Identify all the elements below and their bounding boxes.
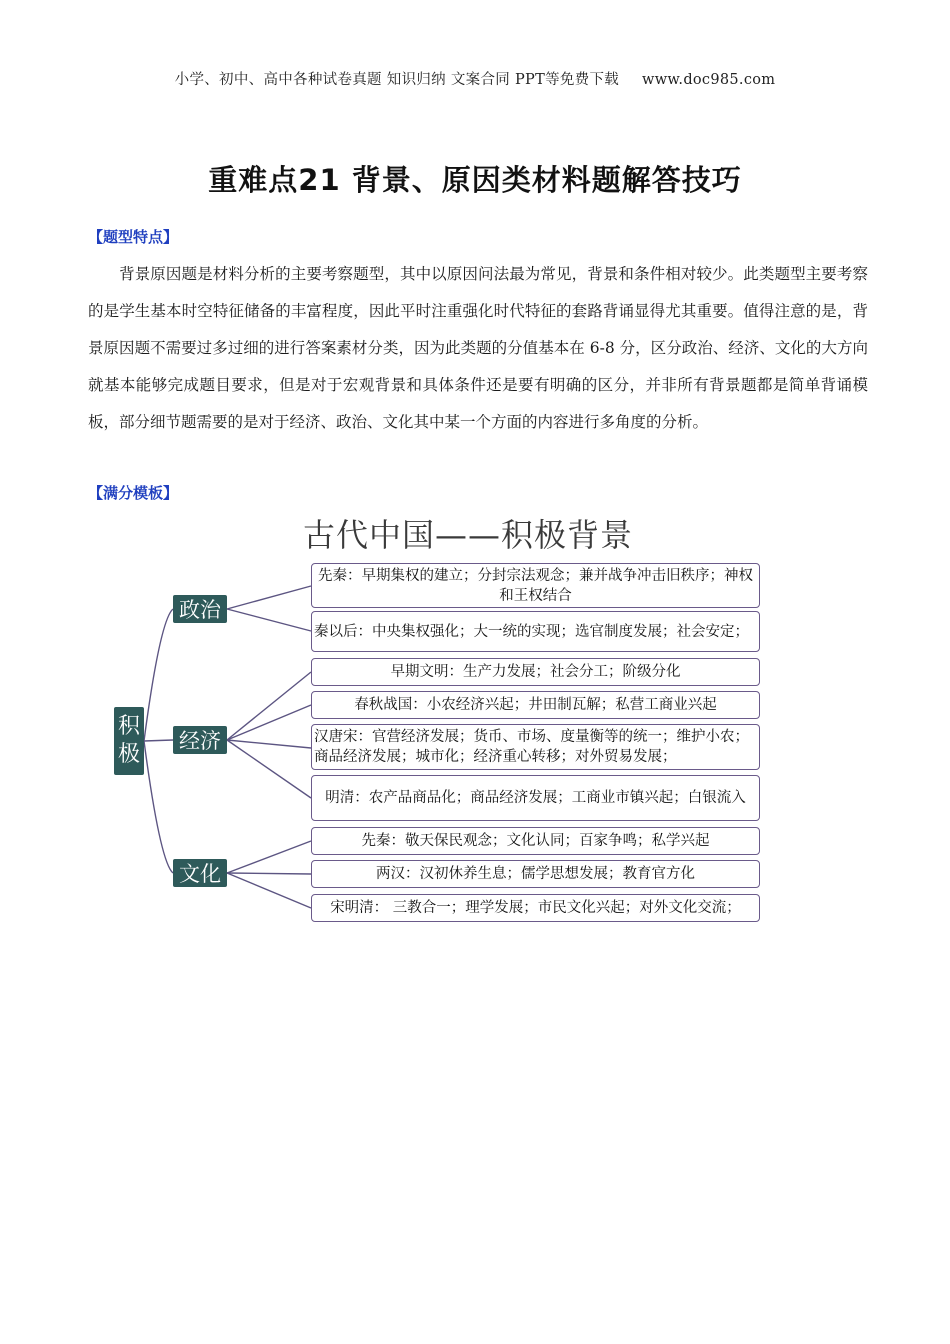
connector-politics-1 xyxy=(227,586,311,609)
leaf-economy-1-text: 早期文明：生产力发展；社会分工；阶级分化 xyxy=(390,664,681,680)
branch-culture: 文化 xyxy=(173,859,227,887)
mindmap-root-node xyxy=(114,707,144,775)
leaf-culture-1-text: 先秦：敬天保民观念；文化认同；百家争鸣；私学兴起 xyxy=(361,833,710,849)
connector-politics-2 xyxy=(227,609,311,631)
connector-economy-4 xyxy=(227,740,311,798)
leaf-politics-1-text: 先秦：早期集权的建立；分封宗法观念；兼并战争冲击旧秩序；神权和王权结合 xyxy=(318,567,753,604)
leaf-economy-3-text: 汉唐宋：官营经济发展；货币、市场、度量衡等的统一；维护小农；商品经济发展；城市化；经济重心转移；对外贸易发展； xyxy=(314,729,749,765)
features-paragraph-text: 背景原因题是材料分析的主要考察题型，其中以原因问法最为常见，背景和条件相对较少。此类题型主要考察的是学生基本时空特征储备的丰富程度，因此平时注重强化时代特征的套路背诵显得尤其重要。值得注意的是，背景原因题不需要过多过细的进行答案素材分类，因为此类题的分值基本在 6-8 分，区分政治、经济、文化的大方向就基本能够完成题目要求，但是对于宏观背景和具体条件还是要有明确的区分，并非所有背景题都是简单背诵模板，部分细节题需要的是对于经济、政治、文化其中某一个方面的内容进行多角度的分析。 xyxy=(88,265,868,431)
root-char-1: 积 xyxy=(117,714,140,739)
connector-economy-1 xyxy=(227,672,311,740)
header-text: 小学、初中、高中各种试卷真题 知识归纳 文案合同 PPT等免费下载 xyxy=(174,72,620,88)
leaf-culture-3-text: 宋明清： 三教合一；理学发展；市民文化兴起；对外文化交流； xyxy=(330,900,741,916)
leaf-economy-2-text: 春秋战国：小农经济兴起；井田制瓦解；私营工商业兴起 xyxy=(354,697,717,713)
header-site[interactable]: www.doc985.com xyxy=(642,72,776,88)
connector-root-culture xyxy=(144,741,173,873)
page-title: 重难点21 背景、原因类材料题解答技巧 xyxy=(208,163,742,197)
section-tag-template: 【满分模板】 xyxy=(88,484,179,502)
leaf-culture-3 xyxy=(311,894,760,922)
leaf-culture-2 xyxy=(311,860,760,888)
branch-economy: 经济 xyxy=(173,726,227,754)
section-tag-features: 【题型特点】 xyxy=(88,228,179,246)
leaf-politics-2-text: 秦以后：中央集权强化；大一统的实现；选官制度发展；社会安定； xyxy=(314,623,749,640)
connector-culture-3 xyxy=(227,873,311,908)
leaf-economy-2 xyxy=(311,691,760,719)
leaf-culture-1 xyxy=(311,827,760,855)
connector-root-politics xyxy=(144,609,173,741)
connector-root-economy xyxy=(144,740,173,741)
connector-economy-3 xyxy=(227,740,311,748)
connector-culture-2 xyxy=(227,873,311,874)
connector-culture-1 xyxy=(227,841,311,873)
connector-economy-2 xyxy=(227,705,311,740)
leaf-economy-1 xyxy=(311,658,760,686)
root-char-2: 极 xyxy=(117,742,140,767)
leaf-politics-2 xyxy=(311,611,760,652)
mindmap-title: 古代中国——积极背景 xyxy=(303,516,634,554)
leaf-economy-3 xyxy=(311,724,760,770)
leaf-politics-1 xyxy=(311,563,760,608)
leaf-economy-4 xyxy=(311,775,760,821)
branch-politics: 政治 xyxy=(173,595,227,623)
leaf-economy-4-text: 明清：农产品商品化；商品经济发展；工商业市镇兴起；白银流入 xyxy=(325,790,746,806)
leaf-culture-2-text: 两汉：汉初休养生息；儒学思想发展；教育官方化 xyxy=(376,866,695,882)
